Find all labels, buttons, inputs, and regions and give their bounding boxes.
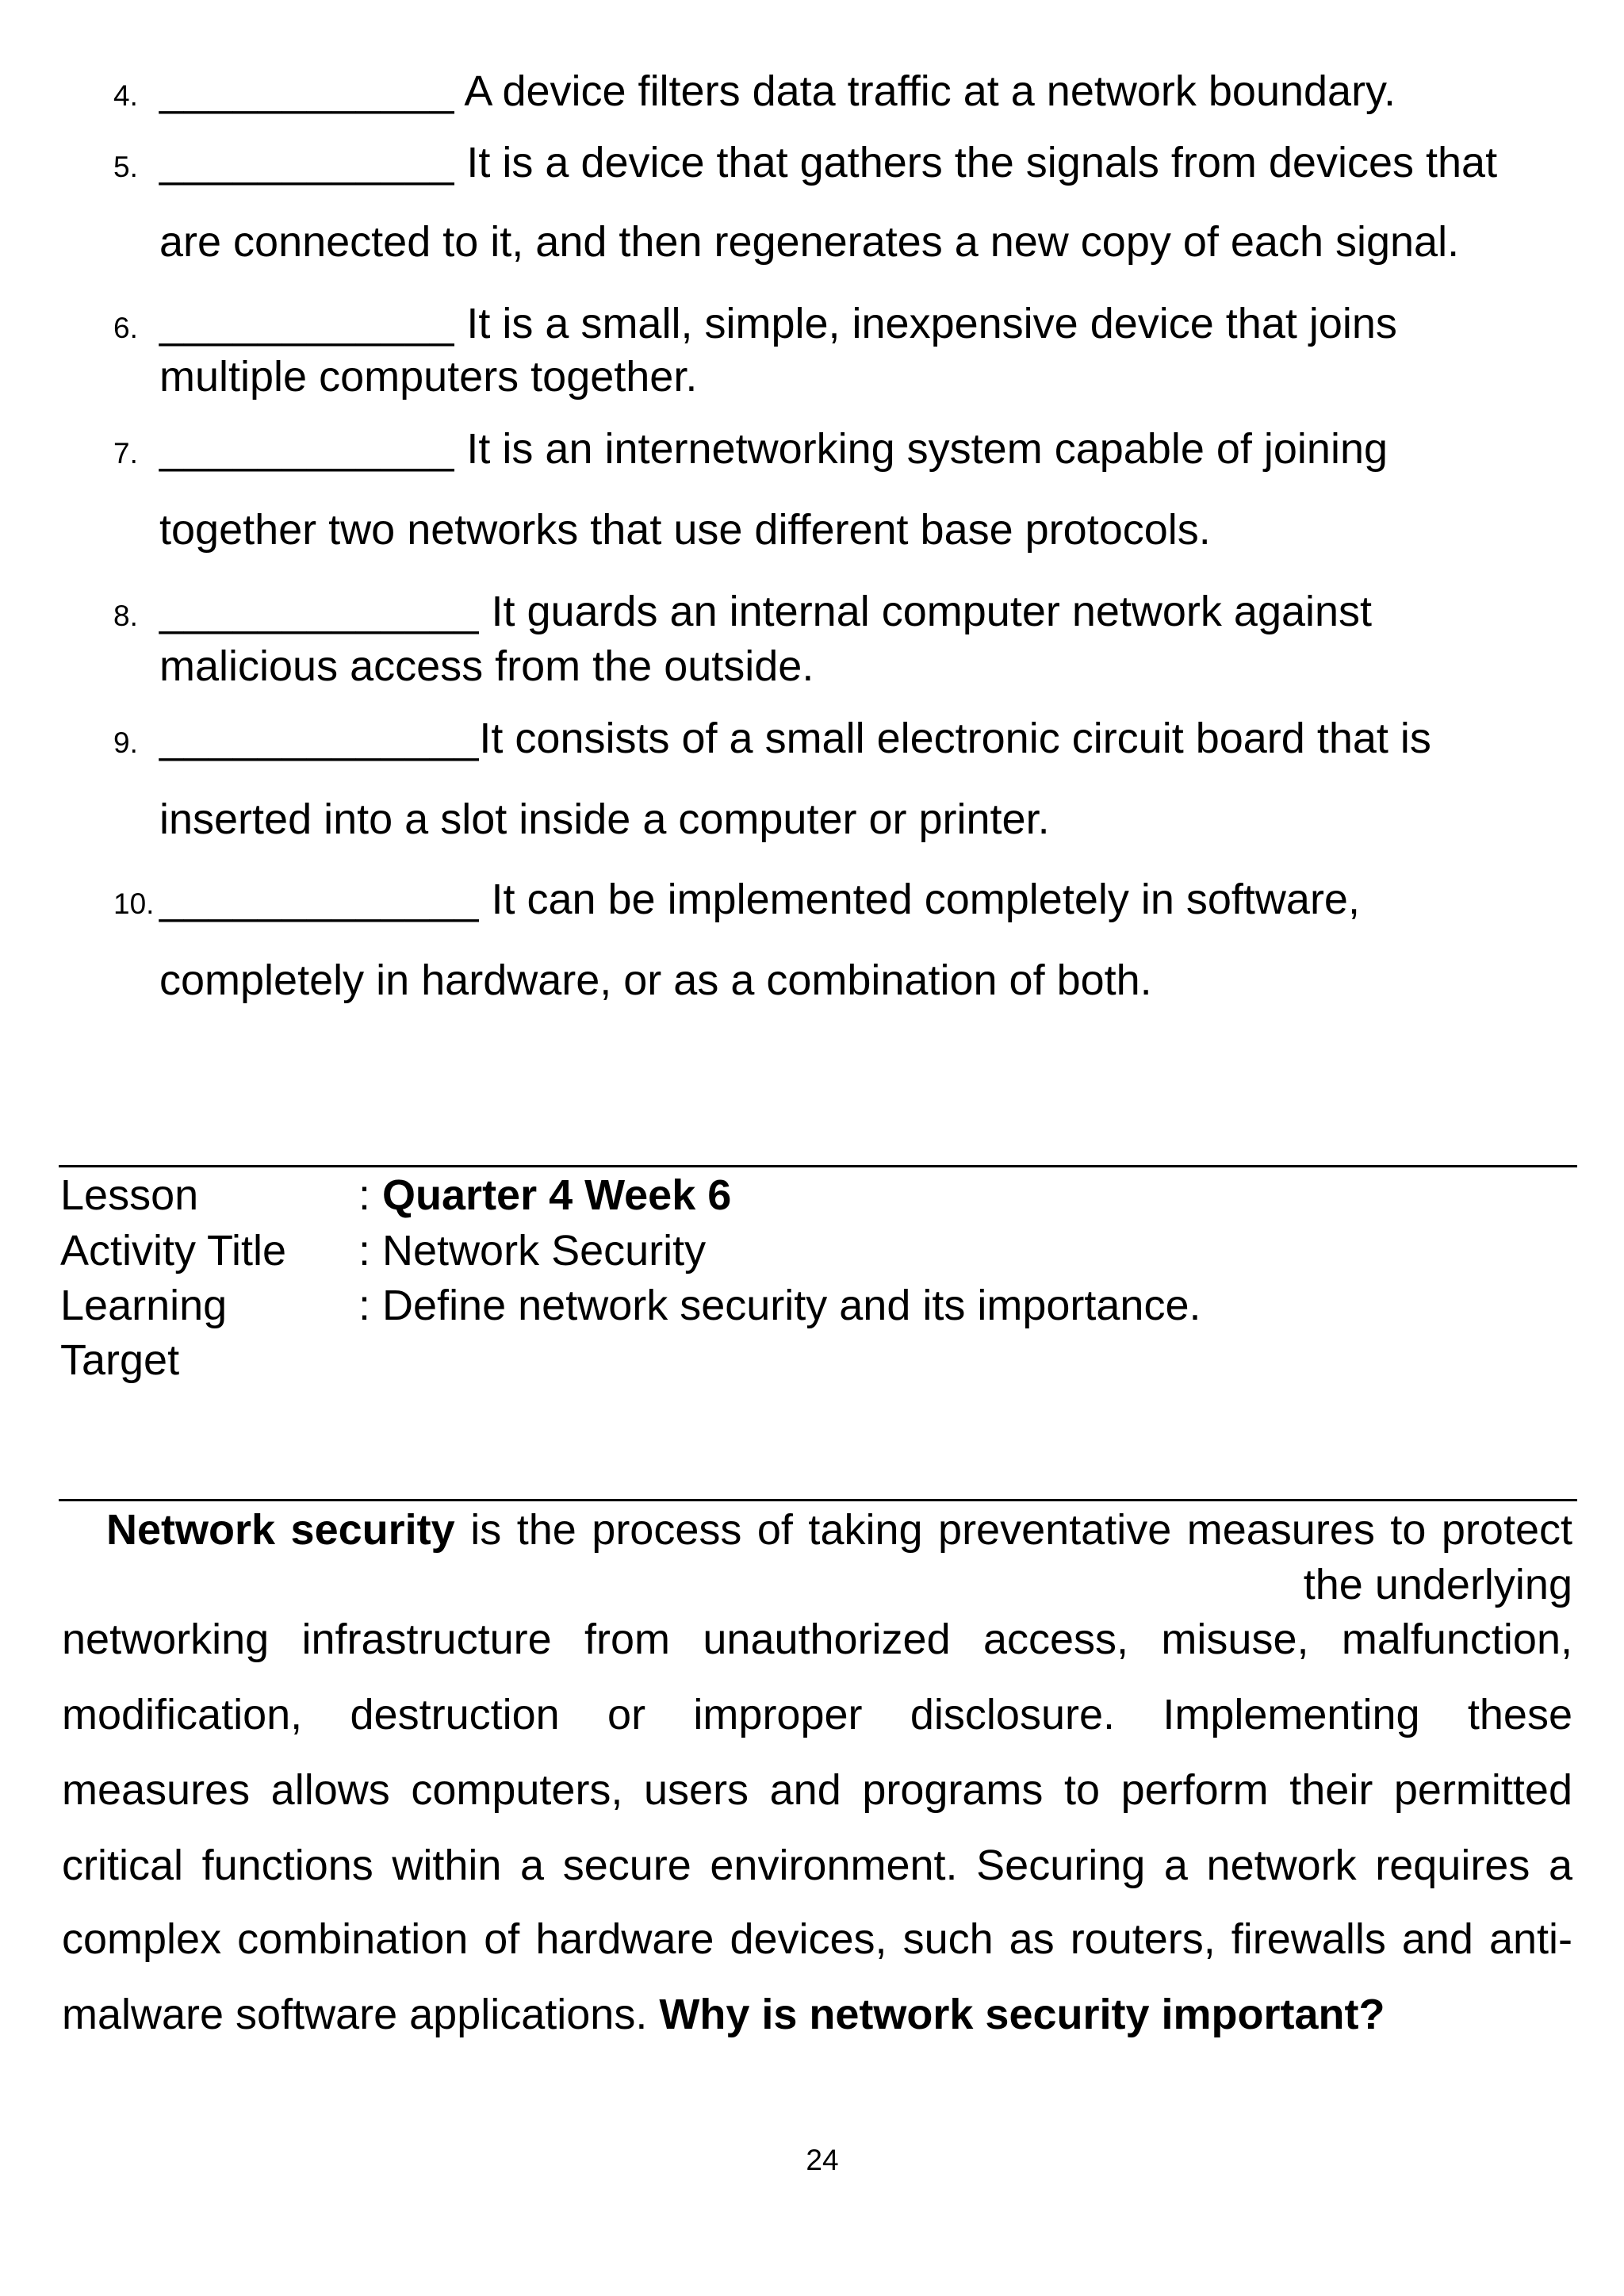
separator: : <box>358 1282 371 1329</box>
paragraph-line <box>106 1504 1572 1555</box>
item-text: It is a small, simple, inexpensive device that joins <box>466 300 1397 347</box>
learning-target-value <box>358 1278 1201 1388</box>
answer-blank: ____________ <box>159 425 455 473</box>
activity-title-value <box>358 1224 706 1278</box>
item-8 <box>113 586 1372 637</box>
answer-blank: _____________ <box>159 715 480 762</box>
item-text-continuation: are connected to it, and then regenerates a new copy of each signal. <box>159 218 1460 266</box>
divider-bottom <box>59 1499 1577 1501</box>
paragraph-line: the underlying <box>1303 1561 1572 1608</box>
activity-title-row <box>60 1224 1567 1278</box>
paragraph-line: measures allows computers, users and programs to perform their permitted <box>62 1766 1572 1814</box>
item-10 <box>113 874 1360 925</box>
item-text: It can be implemented completely in software, <box>491 876 1360 923</box>
item-7 <box>113 424 1388 474</box>
item-text: A device filters data traffic at a network boundary. <box>464 67 1396 115</box>
item-number: 9. <box>113 726 138 759</box>
answer-blank: _____________ <box>159 588 480 635</box>
separator: : <box>358 1227 371 1274</box>
item-text-continuation: multiple computers together. <box>159 353 698 401</box>
answer-blank: ____________ <box>159 67 455 115</box>
answer-blank: ____________ <box>159 139 455 186</box>
item-text-continuation: inserted into a slot inside a computer or printer. <box>159 795 1050 843</box>
item-5 <box>113 137 1497 188</box>
learning-target-text: Define network security and its importance. <box>382 1282 1201 1329</box>
item-text: It guards an internal computer network against <box>491 588 1373 635</box>
paragraph-text: is the process of taking preventative measures to protect <box>470 1506 1572 1554</box>
paragraph-line: complex combination of hardware devices, such as routers, firewalls and anti- <box>62 1915 1572 1963</box>
item-text-continuation: malicious access from the outside. <box>159 642 814 690</box>
item-text-continuation: together two networks that use different base protocols. <box>159 506 1211 554</box>
paragraph-text: malware software applications. <box>62 1991 648 2038</box>
item-text-continuation: completely in hardware, or as a combination of both. <box>159 956 1152 1004</box>
activity-title-label: Activity Title <box>60 1227 287 1274</box>
lesson-value-text: Quarter 4 Week 6 <box>382 1171 732 1219</box>
paragraph-line <box>62 1989 1572 2040</box>
item-text: It is a device that gathers the signals from devices that <box>466 139 1498 186</box>
paragraph-line: modification, destruction or improper disclosure. Implementing these <box>62 1691 1572 1738</box>
activity-title-text: Network Security <box>382 1227 707 1274</box>
item-number: 6. <box>113 312 138 344</box>
page-number: 24 <box>806 2144 839 2176</box>
answer-blank: _____________ <box>159 876 480 923</box>
item-9 <box>113 713 1431 764</box>
item-number: 10. <box>113 887 155 920</box>
item-text: It is an internetworking system capable of joining <box>466 425 1388 473</box>
item-number: 8. <box>113 600 138 632</box>
learning-target-label: Learning Target <box>60 1282 228 1384</box>
lesson-row <box>60 1168 1567 1223</box>
separator: : <box>358 1171 371 1219</box>
lesson-value <box>358 1168 731 1223</box>
divider-top <box>59 1165 1577 1167</box>
item-number: 5. <box>113 151 138 183</box>
paragraph-line: critical functions within a secure environment. Securing a network requires a <box>62 1842 1572 1889</box>
question-bold: Why is network security important? <box>659 1991 1385 2038</box>
item-number: 4. <box>113 79 138 112</box>
item-4 <box>113 66 1396 117</box>
paragraph-line: networking infrastructure from unauthorized access, misuse, malfunction, <box>62 1616 1572 1663</box>
item-number: 7. <box>113 437 138 470</box>
answer-blank: ____________ <box>159 300 455 347</box>
item-6 <box>113 298 1397 349</box>
lesson-label: Lesson <box>60 1171 199 1219</box>
learning-target-row <box>60 1278 1567 1388</box>
item-text: It consists of a small electronic circuit board that is <box>479 715 1431 762</box>
term-bold: Network security <box>106 1506 455 1554</box>
